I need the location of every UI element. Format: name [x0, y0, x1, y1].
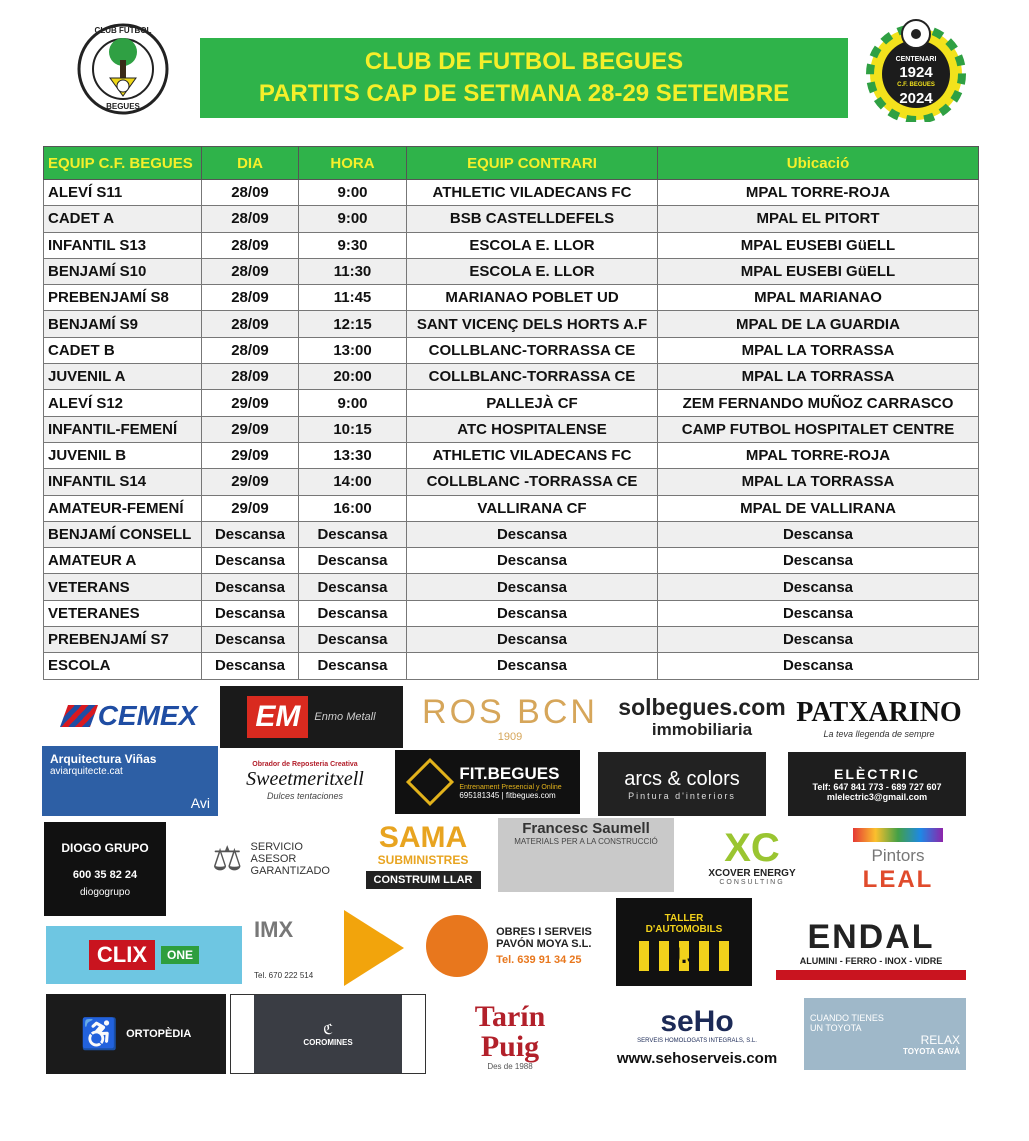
cell-opponent: ESCOLA E. LLOR: [407, 258, 658, 284]
toyota-line2: UN TOYOTA: [810, 1022, 862, 1033]
table-row: [44, 627, 979, 653]
table-row: [44, 180, 979, 206]
cell-location: MPAL LA TORRASSA: [658, 469, 979, 495]
title-line-2: PARTITS CAP DE SETMANA 28-29 SETEMBRE: [258, 80, 790, 107]
sponsor-seho: [594, 1000, 800, 1072]
pintors-name2: LEAL: [862, 866, 934, 893]
sponsor-patxarino: [790, 688, 968, 748]
taller-line2: D'AUTOMOBILS: [645, 924, 723, 935]
cell-day: 28/09: [202, 232, 299, 258]
solbegues-name: solbegues.com: [618, 694, 786, 720]
cell-time: 13:00: [299, 337, 407, 363]
cell-opponent: Descansa: [407, 574, 658, 600]
sponsor-sama: [358, 818, 488, 894]
table-row: [44, 469, 979, 495]
cell-day: 28/09: [202, 258, 299, 284]
patxarino-name: PATXARINO: [796, 697, 962, 728]
ml-name: ELÈCTRIC: [834, 766, 920, 782]
xcover-logo-icon: XC: [724, 826, 780, 870]
cell-location: Descansa: [658, 627, 979, 653]
arcs-name: arcs & colors: [624, 767, 740, 790]
table-row: [44, 521, 979, 547]
patxarino-tagline: La teva llegenda de sempre: [823, 729, 935, 739]
cell-opponent: MARIANAO POBLET UD: [407, 285, 658, 311]
schedule-table: [43, 146, 979, 680]
centenary-year-2: 2024: [899, 90, 933, 107]
cell-location: ZEM FERNANDO MUÑOZ CARRASCO: [658, 390, 979, 416]
seho-name: seHo: [660, 1004, 734, 1038]
cell-opponent: ATC HOSPITALENSE: [407, 416, 658, 442]
cell-time: 11:45: [299, 285, 407, 311]
sama-name: SAMA: [378, 821, 468, 854]
table-row: [44, 653, 979, 679]
sponsor-xcover: [680, 822, 824, 892]
diogo-phone: 600 35 82 24: [72, 868, 138, 881]
ml-phone: Telf: 647 841 773 - 689 727 607: [812, 782, 942, 792]
endal-bar: [776, 970, 966, 980]
xcover-name: XCOVER ENERGY: [708, 868, 796, 879]
endal-name: ENDAL: [807, 918, 935, 956]
cell-location: Descansa: [658, 574, 979, 600]
cell-opponent: VALLIRANA CF: [407, 495, 658, 521]
xcover-sub: CONSULTING: [719, 879, 785, 886]
cell-opponent: ATHLETIC VILADECANS FC: [407, 180, 658, 206]
sponsor-ml-electric: [788, 752, 966, 816]
cell-team: BENJAMÍ S10: [44, 258, 202, 284]
arcs-sub: Pintura d'interiors: [628, 790, 736, 801]
toyota-brand: TOYOTA GAVÀ: [902, 1046, 960, 1056]
pintors-rainbow-icon: [853, 828, 943, 842]
cell-time: 13:30: [299, 442, 407, 468]
endal-sub: ALUMINI - FERRO - INOX - VIDRE: [799, 956, 943, 966]
taller-mark: J.J: [639, 941, 730, 971]
table-row: [44, 311, 979, 337]
cell-location: CAMP FUTBOL HOSPITALET CENTRE: [658, 416, 979, 442]
clix-name: CLIX: [89, 940, 155, 970]
sponsor-ortopedia: [46, 994, 226, 1074]
cell-location: MPAL TORRE-ROJA: [658, 180, 979, 206]
cell-day: 28/09: [202, 206, 299, 232]
cell-team: JUVENIL A: [44, 364, 202, 390]
cell-day: 28/09: [202, 364, 299, 390]
sponsor-sweetmeritxell: [218, 746, 392, 816]
header-location: Ubicació: [658, 147, 979, 180]
table-row: [44, 364, 979, 390]
cell-team: CADET A: [44, 206, 202, 232]
table-row: [44, 337, 979, 363]
cell-time: 20:00: [299, 364, 407, 390]
sponsor-solbegues: [614, 690, 790, 744]
table-row: [44, 258, 979, 284]
club-badge-bottom: BEGUES: [106, 102, 140, 111]
cell-opponent: Descansa: [407, 600, 658, 626]
cell-team: INFANTIL-FEMENÍ: [44, 416, 202, 442]
rosbcn-name: ROS BCN: [422, 693, 598, 731]
pavon-line2: PAVÓN MOYA S.L.: [496, 938, 592, 950]
taller-line1: TALLER: [664, 913, 704, 924]
sponsor-toyota: [804, 998, 966, 1070]
cell-time: Descansa: [299, 548, 407, 574]
sponsor-saumell: [498, 818, 674, 892]
wings-icon: ♿: [80, 1017, 119, 1051]
cell-time: 9:00: [299, 180, 407, 206]
cell-time: 11:30: [299, 258, 407, 284]
cell-opponent: COLLBLANC-TORRASSA CE: [407, 337, 658, 363]
sweet-tag: Obrador de Reposteria Creativa: [252, 761, 358, 768]
table-row: [44, 390, 979, 416]
fit-diamond-icon: [406, 758, 454, 806]
table-row: [44, 285, 979, 311]
club-badge-top: CLUB FUTBOL: [94, 26, 152, 35]
table-row: [44, 574, 979, 600]
scales-icon: ⚖: [212, 840, 243, 878]
sponsor-pavon: [414, 906, 604, 986]
cell-opponent: BSB CASTELLDEFELS: [407, 206, 658, 232]
club-logo: [76, 22, 170, 116]
centenary-year-1: 1924: [899, 64, 933, 81]
centenary-label: CENTENARI: [895, 56, 937, 63]
title-line-1: CLUB DE FUTBOL BEGUES: [364, 48, 684, 75]
cell-team: AMATEUR A: [44, 548, 202, 574]
tarin-line2: Puig: [480, 1029, 540, 1063]
table-row: [44, 442, 979, 468]
cell-team: AMATEUR-FEMENÍ: [44, 495, 202, 521]
table-row: [44, 232, 979, 258]
toyota-line1: CUANDO TIENES: [810, 1012, 884, 1023]
header-day: DIA: [202, 147, 299, 180]
ortopedia-name: ORTOPÈDIA: [126, 1028, 192, 1040]
cell-day: Descansa: [202, 521, 299, 547]
cell-location: MPAL EUSEBI GüELL: [658, 232, 979, 258]
sponsor-tarin-puig: [440, 998, 580, 1074]
sponsor-enmo: [220, 686, 403, 748]
cell-opponent: COLLBLANC-TORRASSA CE: [407, 364, 658, 390]
cell-location: MPAL LA TORRASSA: [658, 364, 979, 390]
cell-time: Descansa: [299, 627, 407, 653]
cell-location: MPAL LA TORRASSA: [658, 337, 979, 363]
cell-location: MPAL DE VALLIRANA: [658, 495, 979, 521]
header-team: EQUIP C.F. BEGUES: [44, 147, 202, 180]
sponsor-clix: [46, 926, 242, 984]
vinas-url: aviarquitecte.cat: [50, 765, 123, 777]
sponsor-taller-jj: [616, 898, 752, 986]
rosbcn-year: 1909: [497, 731, 523, 743]
enmo-big: EM: [247, 696, 308, 738]
cell-time: 14:00: [299, 469, 407, 495]
cell-location: MPAL TORRE-ROJA: [658, 442, 979, 468]
cell-time: 12:15: [299, 311, 407, 337]
sponsor-endal: [774, 908, 968, 990]
cell-team: VETERANS: [44, 574, 202, 600]
sponsor-diogo: [44, 822, 166, 916]
cell-opponent: Descansa: [407, 521, 658, 547]
pavon-line1: OBRES I SERVEIS: [496, 926, 592, 938]
cell-location: MPAL MARIANAO: [658, 285, 979, 311]
table-row: [44, 495, 979, 521]
saumell-sub: MATERIALS PER A LA CONSTRUCCIÓ: [514, 837, 658, 846]
coromines-logo-icon: ℭ: [323, 1021, 333, 1037]
cell-time: 16:00: [299, 495, 407, 521]
imx-chevron-icon: [344, 910, 404, 986]
sponsor-arcs-colors: [598, 752, 766, 816]
cell-opponent: Descansa: [407, 627, 658, 653]
table-row: [44, 548, 979, 574]
cell-time: Descansa: [299, 653, 407, 679]
cell-time: Descansa: [299, 521, 407, 547]
cell-day: 29/09: [202, 495, 299, 521]
cell-location: MPAL EUSEBI GüELL: [658, 258, 979, 284]
cell-team: BENJAMÍ CONSELL: [44, 521, 202, 547]
sponsor-coromines: [230, 994, 426, 1074]
sao-line2: ASESOR: [250, 853, 297, 865]
cemex-stripes-icon: [60, 705, 98, 727]
fit-line: Entrenament Presencial y Online: [459, 784, 562, 791]
header-opponent: EQUIP CONTRARI: [407, 147, 658, 180]
imx-name: IMX: [254, 916, 294, 942]
cell-time: Descansa: [299, 600, 407, 626]
cell-day: 28/09: [202, 311, 299, 337]
sponsor-fitbegues: [395, 750, 580, 814]
sweet-name: Sweetmeritxell: [246, 768, 364, 790]
excavator-icon: [426, 915, 488, 977]
cell-time: 9:30: [299, 232, 407, 258]
cell-day: 29/09: [202, 442, 299, 468]
cell-team: ESCOLA: [44, 653, 202, 679]
cell-team: PREBENJAMÍ S8: [44, 285, 202, 311]
sponsor-imx: [250, 906, 408, 990]
diogo-social: diogogrupo: [79, 886, 131, 898]
cell-day: Descansa: [202, 653, 299, 679]
cell-opponent: PALLEJÀ CF: [407, 390, 658, 416]
page-title: [200, 38, 848, 118]
cell-day: Descansa: [202, 600, 299, 626]
cell-team: BENJAMÍ S9: [44, 311, 202, 337]
table-header-row: [44, 147, 979, 180]
sponsor-rosbcn: [410, 690, 610, 746]
cell-day: 29/09: [202, 390, 299, 416]
cell-day: Descansa: [202, 548, 299, 574]
clix-sub: ONE: [161, 946, 199, 964]
table-row: [44, 206, 979, 232]
table-row: [44, 416, 979, 442]
cell-time: 9:00: [299, 206, 407, 232]
fit-phone: 695181345 | fitbegues.com: [459, 791, 556, 800]
enmo-small: Enmo Metall: [314, 711, 376, 723]
cell-location: Descansa: [658, 600, 979, 626]
cell-location: Descansa: [658, 653, 979, 679]
tarin-line1: Tarín: [474, 999, 546, 1033]
sweet-sub: Dulces tentaciones: [266, 791, 344, 801]
cell-team: JUVENIL B: [44, 442, 202, 468]
sao-line1: SERVICIO: [250, 841, 303, 853]
cell-team: INFANTIL S14: [44, 469, 202, 495]
cell-team: VETERANES: [44, 600, 202, 626]
cell-opponent: COLLBLANC -TORRASSA CE: [407, 469, 658, 495]
sao-line3: GARANTIZADO: [250, 865, 330, 877]
vinas-title: Arquitectura Viñas: [50, 751, 157, 766]
cell-day: 29/09: [202, 416, 299, 442]
cell-location: MPAL EL PITORT: [658, 206, 979, 232]
cell-time: 9:00: [299, 390, 407, 416]
cell-team: ALEVÍ S11: [44, 180, 202, 206]
cell-location: MPAL DE LA GUARDIA: [658, 311, 979, 337]
toyota-relax: RELAX: [920, 1032, 960, 1047]
vinas-tag: Avi: [190, 794, 210, 811]
ml-email: mlelectric3@gmail.com: [826, 792, 928, 802]
cemex-name: CEMEX: [97, 700, 198, 731]
cell-day: 28/09: [202, 180, 299, 206]
cell-day: 28/09: [202, 337, 299, 363]
cell-day: 28/09: [202, 285, 299, 311]
sponsor-pintors-leal: [846, 818, 950, 904]
sama-bar: CONSTRUIM LLAR: [366, 871, 481, 889]
sponsor-sao: [186, 818, 356, 900]
cell-day: 29/09: [202, 469, 299, 495]
sponsor-vinas: [42, 746, 218, 816]
solbegues-sub: immobiliaria: [651, 720, 753, 739]
cell-day: Descansa: [202, 574, 299, 600]
pintors-name1: Pintors: [871, 846, 925, 865]
cell-team: ALEVÍ S12: [44, 390, 202, 416]
table-row: [44, 600, 979, 626]
cell-opponent: Descansa: [407, 548, 658, 574]
cell-opponent: SANT VICENÇ DELS HORTS A.F: [407, 311, 658, 337]
cell-opponent: ESCOLA E. LLOR: [407, 232, 658, 258]
seho-sub: SERVEIS HOMOLOGATS INTEGRALS, S.L.: [637, 1037, 757, 1044]
cell-team: INFANTIL S13: [44, 232, 202, 258]
cell-opponent: Descansa: [407, 653, 658, 679]
fit-name: FIT.BEGUES: [459, 764, 560, 783]
coromines-name: COROMINES: [303, 1038, 353, 1047]
saumell-name: Francesc Saumell: [522, 820, 650, 837]
diogo-name: DIOGO GRUPO: [61, 840, 149, 855]
sama-sub: SUBMINISTRES: [377, 853, 469, 867]
imx-phone: Tel. 670 222 514: [254, 970, 314, 980]
cell-location: Descansa: [658, 521, 979, 547]
cell-team: CADET B: [44, 337, 202, 363]
tarin-since: Des de 1988: [487, 1061, 533, 1071]
cell-day: Descansa: [202, 627, 299, 653]
header-time: HORA: [299, 147, 407, 180]
cell-time: 10:15: [299, 416, 407, 442]
centenary-club: C.F. BEGUES: [897, 82, 935, 88]
cell-time: Descansa: [299, 574, 407, 600]
cell-team: PREBENJAMÍ S7: [44, 627, 202, 653]
seho-url: www.sehoserveis.com: [616, 1049, 778, 1067]
centenary-logo: [862, 18, 970, 122]
pavon-phone: Tel. 639 91 34 25: [496, 954, 582, 966]
cell-location: Descansa: [658, 548, 979, 574]
cell-opponent: ATHLETIC VILADECANS FC: [407, 442, 658, 468]
sponsor-cemex: [48, 692, 213, 740]
